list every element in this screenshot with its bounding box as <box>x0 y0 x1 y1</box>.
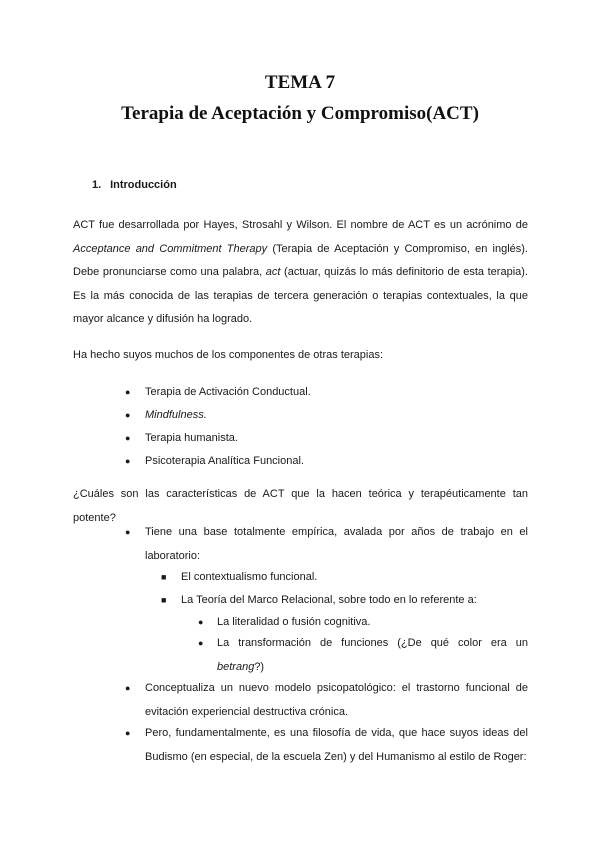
list-item-text: Mindfulness. <box>145 409 207 421</box>
intro-text-1: ACT fue desarrollada por Hayes, Strosahl y Wilson. El nombre de ACT es un acrónimo de <box>73 219 528 231</box>
intro-text-italic-1: Acceptance and Commitment Therapy <box>73 242 268 255</box>
bullet-icon: ● <box>125 456 131 466</box>
bullet-icon: ● <box>125 728 131 738</box>
list-item-text: Terapia humanista. <box>145 432 238 444</box>
sub-sub-item-text: La literalidad o fusión cognitiva. <box>217 616 371 628</box>
sub-item <box>161 566 318 590</box>
intro-text-italic-2: act <box>265 266 281 278</box>
bullet-icon: ● <box>198 617 204 627</box>
feature-text: Conceptualiza un nuevo modelo psicopatológico: el trastorno funcional de evitación experiencial destructiva crónica. <box>145 682 528 718</box>
sub-sub-item-italic: betrang <box>217 660 255 673</box>
bullet-icon: ● <box>198 638 204 648</box>
sub-sub-item-end: ?) <box>254 660 265 673</box>
feature-item <box>125 521 528 568</box>
intro-text-3: (actuar, quizás lo más definitorio de esta terapia). Es la más conocida de las terapias de tercera generación o terapias contextuales, la que mayor alcance y difusión ha logrado. <box>73 266 528 325</box>
topic-number: TEMA 7 <box>264 72 336 93</box>
page-title: Terapia de Aceptación y Compromiso(ACT) <box>121 103 479 124</box>
bullet-icon: ● <box>125 683 131 693</box>
feature-item <box>125 677 528 724</box>
components-intro: Ha hecho suyos muchos de los componentes de otras terapias: <box>73 349 384 361</box>
section-label: Introducción <box>110 179 177 191</box>
feature-text: Pero, fundamentalmente, es una filosofía de vida, que hace suyos ideas del Budismo (en especial, de la escuela Zen) y del Humanismo al estilo de Roger: <box>145 727 528 763</box>
square-bullet-icon: ■ <box>161 595 167 605</box>
intro-text-2: (Terapia de Aceptación y Compromiso, en inglés). Debe pronunciarse como una palabra, <box>73 242 528 278</box>
sub-sub-item <box>198 611 528 635</box>
section-number: 1. <box>92 179 102 191</box>
sub-sub-item-text: La transformación de funciones (¿De qué color era un <box>217 637 528 649</box>
list-item-text: Psicoterapia Analítica Funcional. <box>145 455 304 467</box>
section-heading <box>92 179 177 191</box>
list-item <box>125 381 311 405</box>
feature-item <box>125 722 528 769</box>
question-text: ¿Cuáles son las características de ACT que la hacen teórica y terapéuticamente tan potente? <box>73 488 528 524</box>
list-item <box>125 404 207 428</box>
bullet-icon: ● <box>125 387 131 397</box>
sub-item-text: La Teoría del Marco Relacional, sobre todo en lo referente a: <box>181 594 477 606</box>
sub-sub-item <box>198 632 528 679</box>
sub-item-text: El contextualismo funcional. <box>181 571 318 583</box>
square-bullet-icon: ■ <box>161 572 167 582</box>
bullet-icon: ● <box>125 527 131 537</box>
list-item <box>125 450 304 474</box>
bullet-icon: ● <box>125 433 131 443</box>
sub-item <box>161 589 477 613</box>
list-item <box>125 427 238 451</box>
bullet-icon: ● <box>125 410 131 420</box>
feature-text: Tiene una base totalmente empírica, avalada por años de trabajo en el laboratorio: <box>145 526 528 562</box>
list-item-text: Terapia de Activación Conductual. <box>145 386 311 398</box>
intro-paragraph <box>73 214 528 332</box>
